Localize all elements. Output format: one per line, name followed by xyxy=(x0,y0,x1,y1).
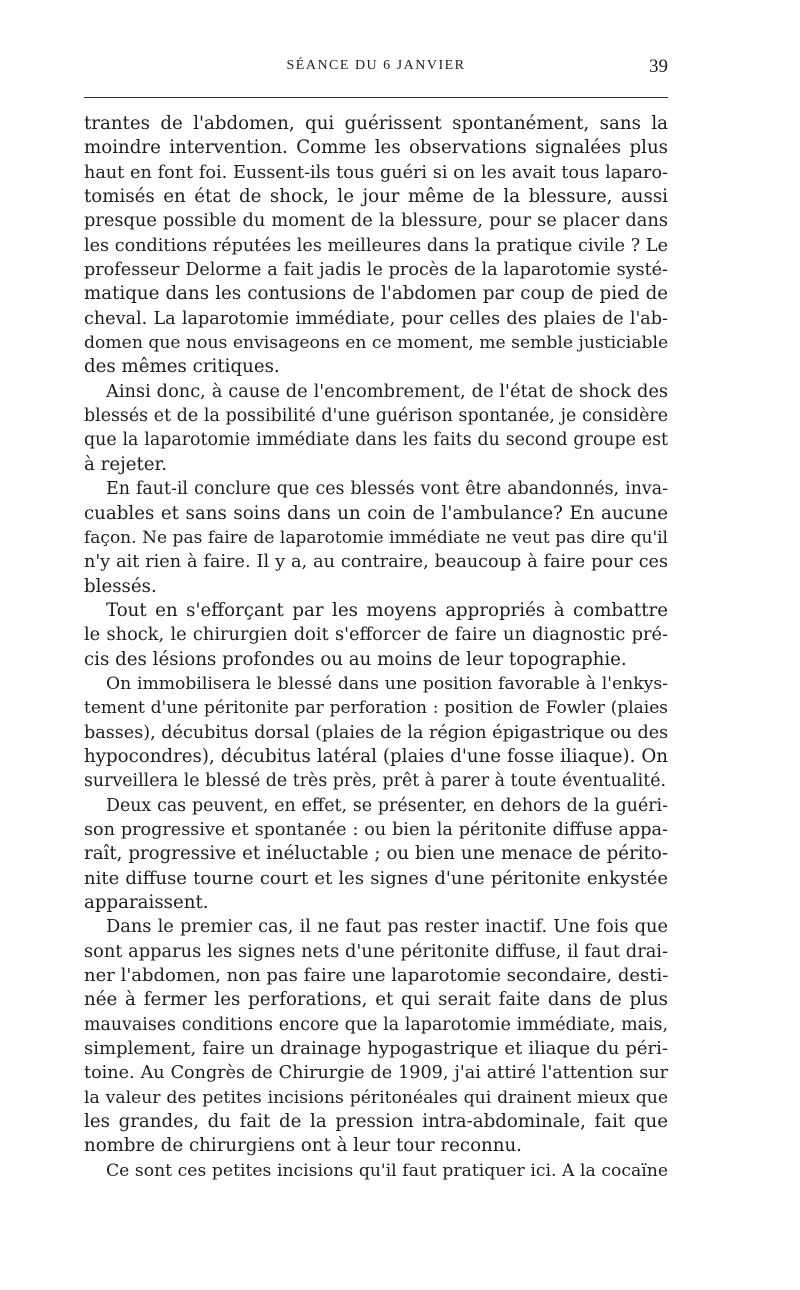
text-line: Deux cas peuvent, en effet, se présenter, en dehors de la guéri- xyxy=(106,795,668,816)
text-line: cis des lésions profondes ou au moins de leur topographie. xyxy=(84,648,627,670)
text-line: née à fermer les perforations, et qui serait faite dans de plus xyxy=(84,989,668,1011)
text-line: à rejeter. xyxy=(84,453,168,475)
text-line: En faut-il conclure que ces blessés vont être abandonnés, inva- xyxy=(106,479,668,500)
running-head: SÉANCE DU 6 JANVIER xyxy=(286,58,466,73)
text-line: son progressive et spontanée : ou bien la péritonite diffuse appa- xyxy=(84,819,668,840)
text-line: cheval. La laparotomie immédiate, pour celles des plaies de l'ab- xyxy=(84,308,668,329)
text-line: Tout en s'efforçant par les moyens appropriés à combattre xyxy=(106,599,668,621)
text-line: cuables et sans soins dans un coin de l'ambulance? En aucune xyxy=(84,502,668,524)
text-line: nombre de chirurgiens ont à leur tour reconnu. xyxy=(84,1135,522,1157)
text-line: surveillera le blessé de très près, prêt à parer à toute éventualité. xyxy=(84,771,667,792)
text-line: que la laparotomie immédiate dans les faits du second groupe est xyxy=(84,430,668,451)
text-line: simplement, faire un drainage hypogastrique et iliaque du péri- xyxy=(84,1038,668,1060)
text-line: mauvaises conditions encore que la laparotomie immédiate, mais, xyxy=(84,1014,668,1035)
text-line: les conditions réputées les meilleures dans la pratique civile ? Le xyxy=(84,235,668,256)
text-line: tement d'une péritonite par perforation : position de Fowler (plaies xyxy=(84,698,668,719)
text-line: hypocondres), décubitus latéral (plaies d'une fosse iliaque). On xyxy=(84,745,668,767)
text-line: ner l'abdomen, non pas faire une laparotomie secondaire, desti- xyxy=(84,965,669,987)
text-line: toine. Au Congrès de Chirurgie de 1909, j'ai attiré l'attention sur xyxy=(84,1063,668,1084)
text-line: n'y ait rien à faire. Il y a, au contraire, beaucoup à faire pour ces xyxy=(84,552,668,573)
text-line: Dans le premier cas, il ne faut pas rester inactif. Une fois que xyxy=(106,916,668,938)
text-line: blessés et de la possibilité d'une guérison spontanée, je considère xyxy=(84,406,668,427)
text-line: basses), décubitus dorsal (plaies de la région épigastrique ou des xyxy=(84,722,669,743)
text-line: moindre intervention. Comme les observations signalées plus xyxy=(84,137,668,159)
page-number: 39 xyxy=(649,56,668,77)
text-line: la valeur des petites incisions péritonéales qui drainent mieux que xyxy=(84,1087,668,1108)
text-line: domen que nous envisageons en ce moment, me semble justiciable xyxy=(84,333,669,354)
text-line: le shock, le chirurgien doit s'efforcer de faire un diagnostic pré- xyxy=(84,624,668,646)
text-line: tomisés en état de shock, le jour même de la blessure, aussi xyxy=(84,186,668,208)
text-line: Ce sont ces petites incisions qu'il faut pratiquer ici. A la cocaïne xyxy=(106,1160,668,1181)
text-line: matique dans les contusions de l'abdomen par coup de pied de xyxy=(84,283,668,305)
text-line: les grandes, du fait de la pression intra-abdominale, fait que xyxy=(84,1111,668,1133)
text-line: On immobilisera le blessé dans une position favorable à l'enkys- xyxy=(106,673,668,694)
text-line: professeur Delorme a fait jadis le procès de la laparotomie systé- xyxy=(84,260,668,281)
text-line: haut en font foi. Eussent-ils tous guéri si on les avait tous laparo- xyxy=(84,162,668,183)
text-line: presque possible du moment de la blessure, pour se placer dans xyxy=(84,210,668,232)
text-line: apparaissent. xyxy=(84,892,209,913)
header-rule xyxy=(84,97,668,98)
text-line: blessés. xyxy=(84,575,157,597)
page-header xyxy=(84,58,668,84)
text-line: trantes de l'abdomen, qui guérissent spontanément, sans la xyxy=(84,113,668,134)
text-line: sont apparus les signes nets d'une péritonite diffuse, il faut drai- xyxy=(84,940,668,962)
text-line: des mêmes critiques. xyxy=(84,356,280,378)
text-line: façon. Ne pas faire de laparotomie immédiate ne veut pas dire qu'il xyxy=(84,527,668,548)
text-line: Ainsi donc, à cause de l'encombrement, de l'état de shock des xyxy=(106,380,668,402)
body-text xyxy=(84,112,668,1183)
text-line: nite diffuse tourne court et les signes d'une péritonite enkystée xyxy=(84,867,668,889)
text-line: raît, progressive et inéluctable ; ou bien une menace de périto- xyxy=(84,843,668,865)
